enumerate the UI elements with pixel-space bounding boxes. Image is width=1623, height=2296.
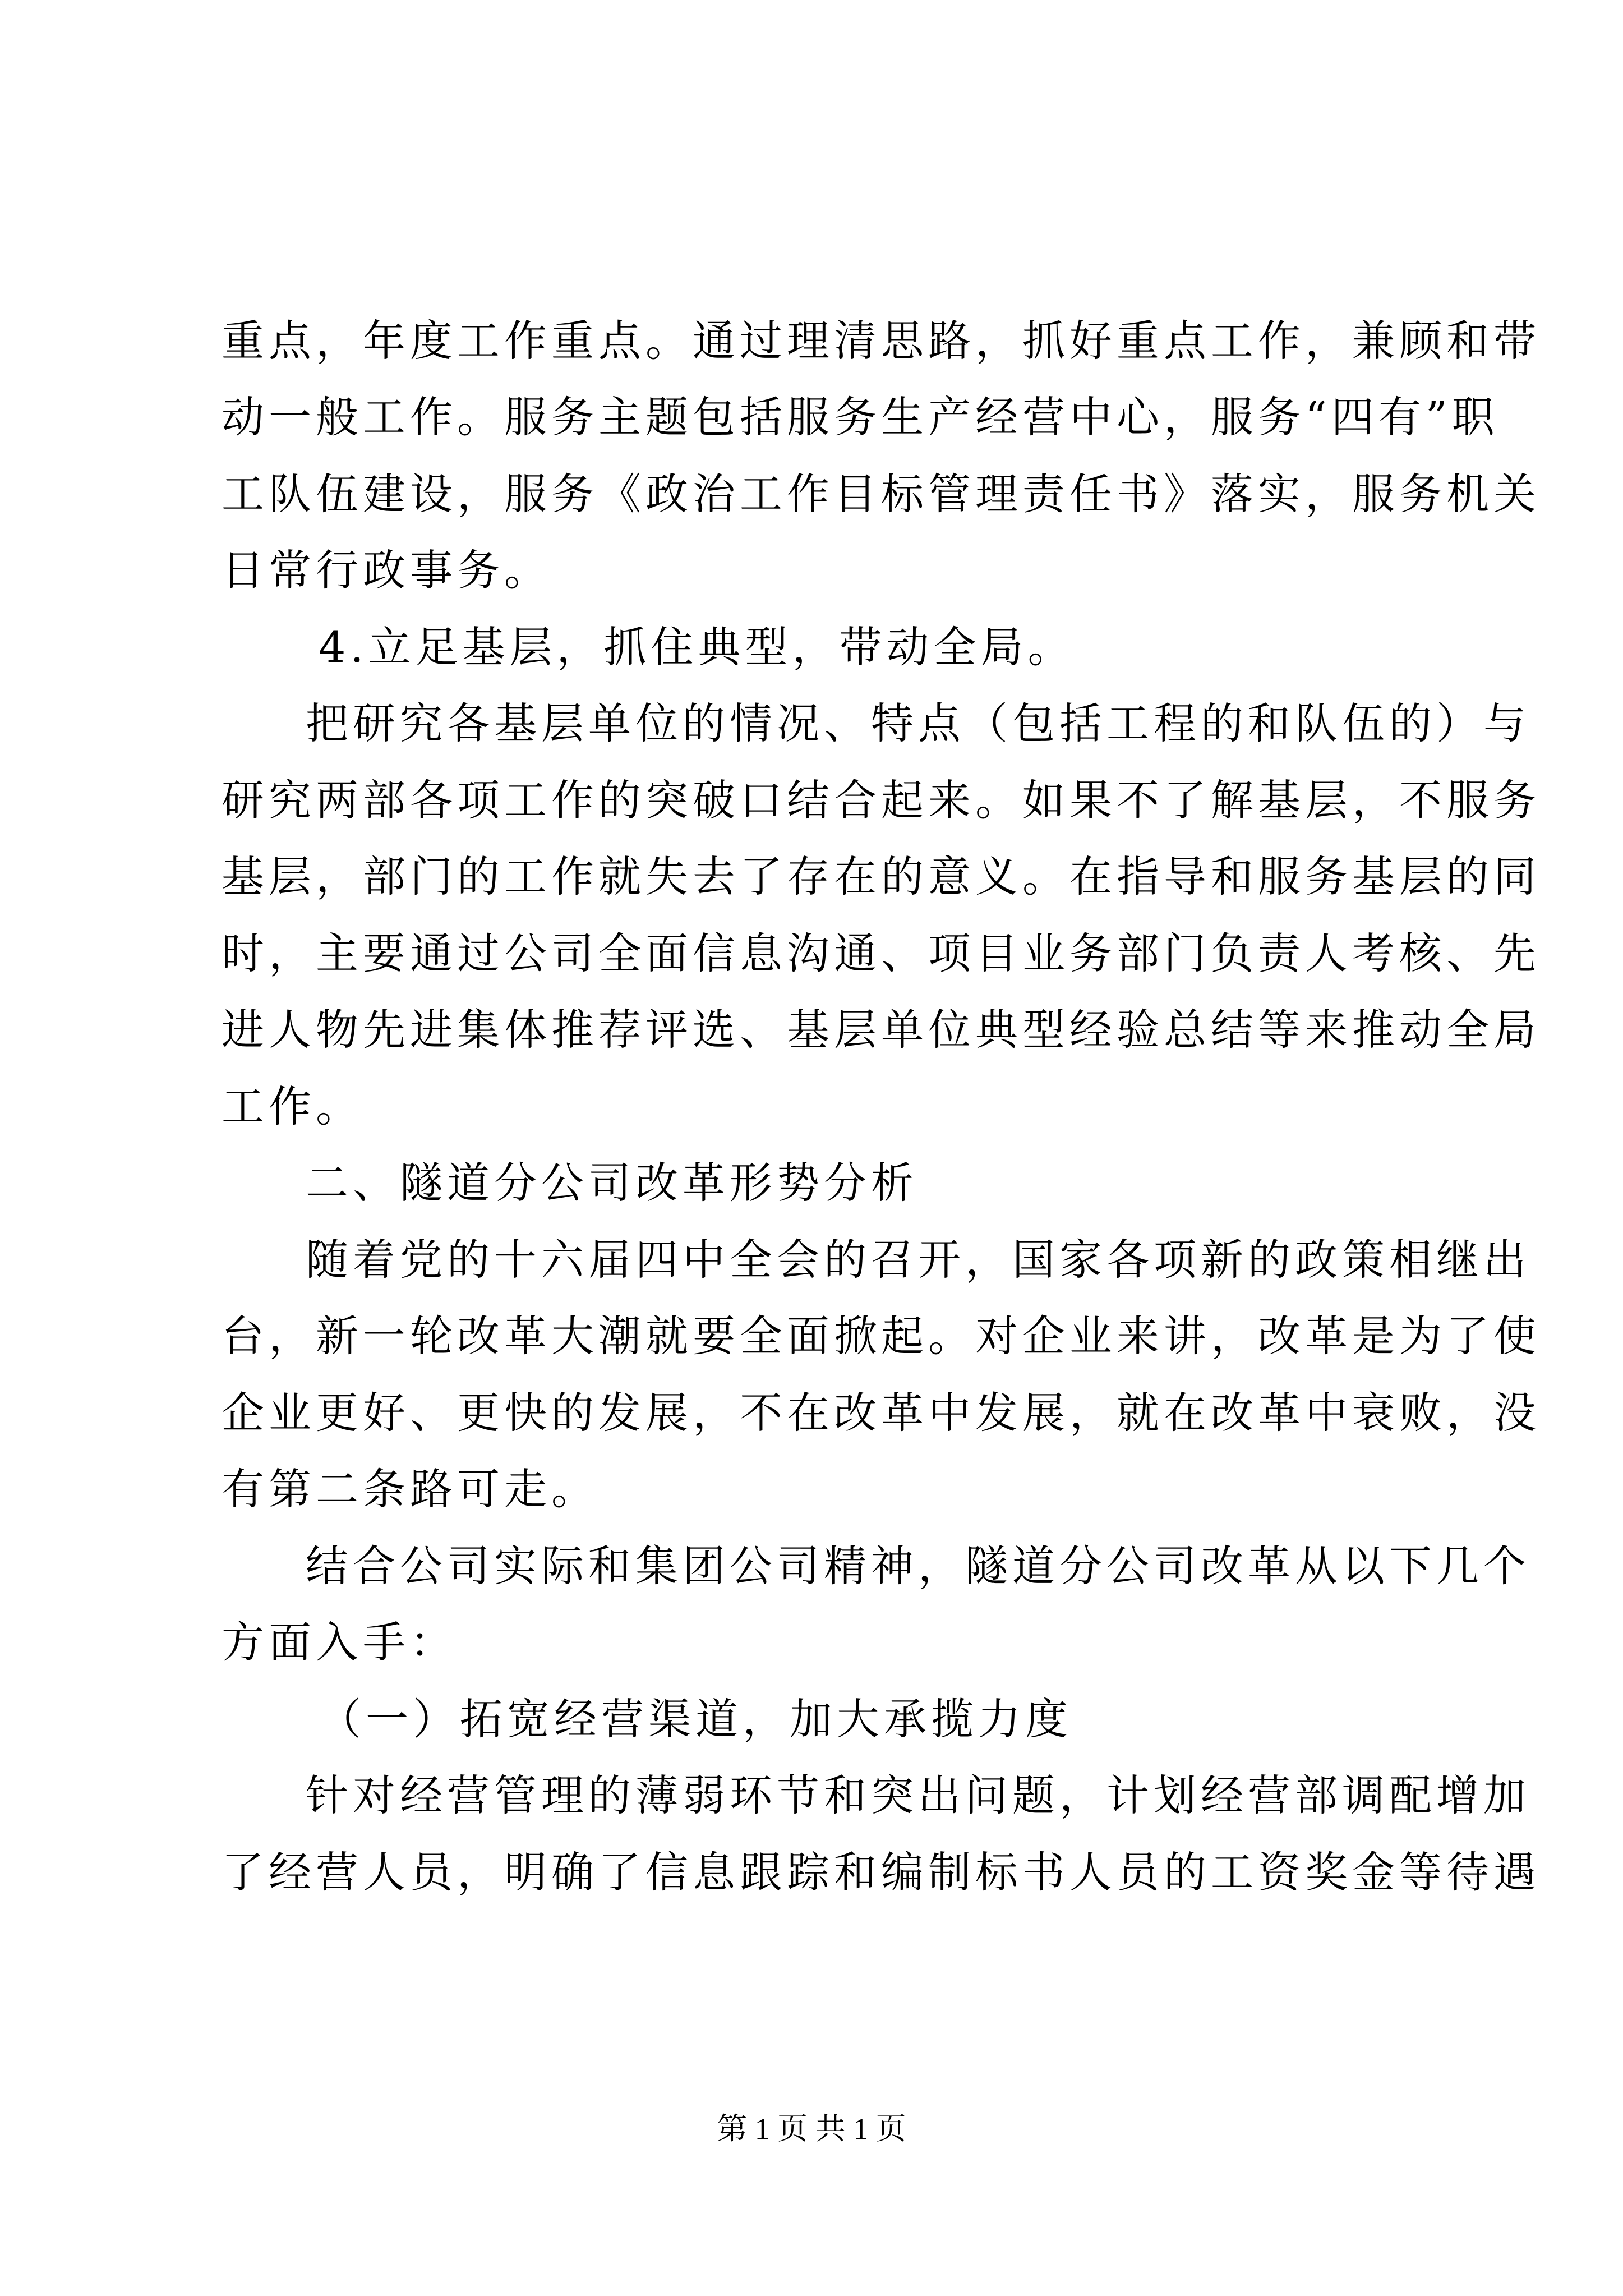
paragraph-start: 把研究各基层单位的情况、特点（包括工程的和队伍的）与 bbox=[306, 698, 1530, 748]
section-heading: 4.立足基层，抓住典型，带动全局。 bbox=[319, 622, 1075, 672]
paragraph-start: 针对经营管理的薄弱环节和突出问题，计划经营部调配增加 bbox=[306, 1770, 1530, 1820]
text-line: 进人物先进集体推荐评选、基层单位典型经验总结等来推动全局 bbox=[222, 1005, 1541, 1055]
paragraph-start: 结合公司实际和集团公司精神，隧道分公司改革从以下几个 bbox=[306, 1541, 1530, 1591]
text-line: 台，新一轮改革大潮就要全面掀起。对企业来讲，改革是为了使 bbox=[222, 1311, 1541, 1361]
text-line: 基层，部门的工作就失去了存在的意义。在指导和服务基层的同 bbox=[222, 852, 1541, 901]
text-line: 动一般工作。服务主题包括服务生产经营中心，服务“四有”职 bbox=[222, 392, 1499, 442]
section-heading: （一）拓宽经营渠道，加大承揽力度 bbox=[319, 1694, 1072, 1744]
text-line: 工作。 bbox=[222, 1082, 363, 1131]
text-line: 有第二条路可走。 bbox=[222, 1464, 598, 1514]
text-line: 研究两部各项工作的突破口结合起来。如果不了解基层，不服务 bbox=[222, 775, 1541, 825]
text-line: 企业更好、更快的发展，不在改革中发展，就在改革中衰败，没 bbox=[222, 1388, 1541, 1438]
page-number: 第 1 页 共 1 页 bbox=[717, 2112, 906, 2146]
text-line: 重点，年度工作重点。通过理清思路，抓好重点工作，兼顾和带 bbox=[222, 316, 1541, 366]
text-line: 工队伍建设，服务《政治工作目标管理责任书》落实，服务机关 bbox=[222, 469, 1541, 519]
paragraph-start: 随着党的十六届四中全会的召开，国家各项新的政策相继出 bbox=[306, 1235, 1530, 1285]
text-line: 方面入手： bbox=[222, 1617, 457, 1667]
section-heading: 二、隧道分公司改革形势分析 bbox=[306, 1158, 918, 1208]
text-line: 时，主要通过公司全面信息沟通、项目业务部门负责人考核、先 bbox=[222, 928, 1541, 978]
text-line: 了经营人员，明确了信息跟踪和编制标书人员的工资奖金等待遇 bbox=[222, 1847, 1541, 1897]
text-line: 日常行政事务。 bbox=[222, 545, 551, 595]
